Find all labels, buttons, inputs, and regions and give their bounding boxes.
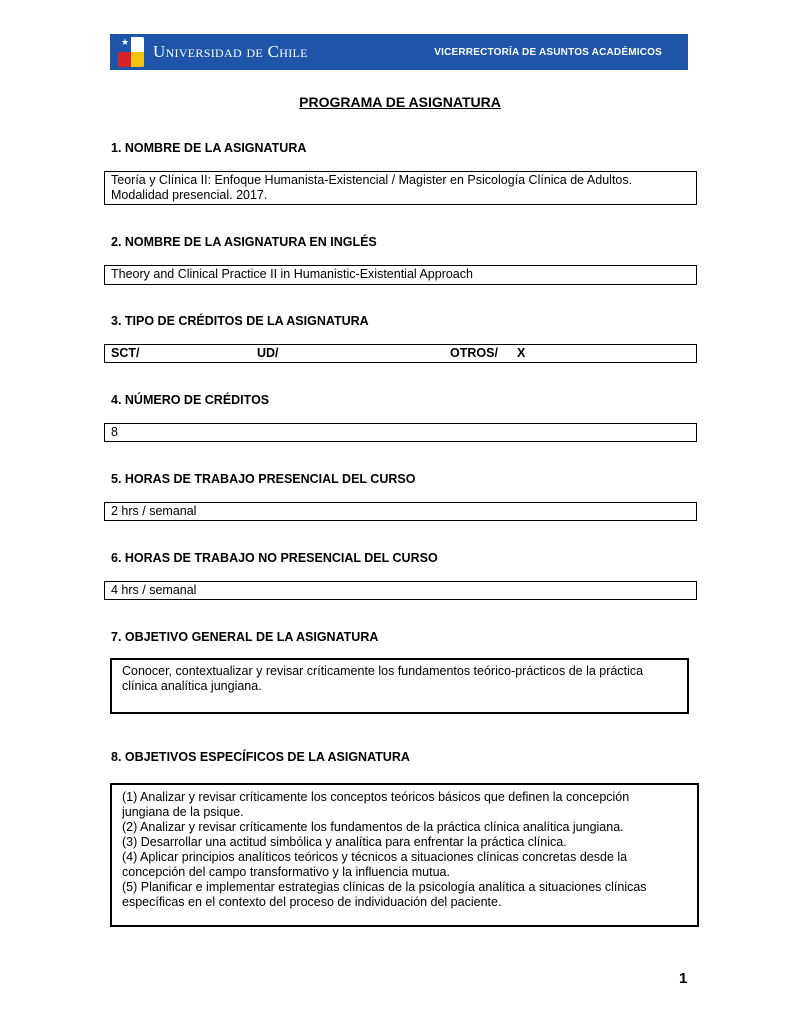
credit-ud-label: UD/ xyxy=(257,346,279,360)
specific-objective-line: (5) Planificar e implementar estrategias clínicas de la psicología analítica a situaciones clínicas xyxy=(122,880,647,894)
specific-objective-line: (2) Analizar y revisar críticamente los fundamentos de la práctica clínica analítica jungiana. xyxy=(122,820,624,834)
section-5-box xyxy=(104,502,697,521)
credit-otros-label: OTROS/ xyxy=(450,346,498,360)
section-8-heading: 8. OBJETIVOS ESPECÍFICOS DE LA ASIGNATURA xyxy=(111,750,410,764)
section-5-heading: 5. HORAS DE TRABAJO PRESENCIAL DEL CURSO xyxy=(111,472,416,486)
section-6-box xyxy=(104,581,697,600)
non-presential-hours: 4 hrs / semanal xyxy=(111,583,197,597)
specific-objective-line: concepción del campo transformativo y la influencia mutua. xyxy=(122,865,450,879)
specific-objective-line: (4) Aplicar principios analíticos teóricos y técnicos a situaciones clínicas concretas desde la xyxy=(122,850,628,864)
general-objective-line-1: Conocer, contextualizar y revisar críticamente los fundamentos teórico-prácticos de la práctica xyxy=(122,664,644,678)
section-1-line-2: Modalidad presencial. 2017. xyxy=(111,188,268,202)
specific-objective-line: (1) Analizar y revisar críticamente los conceptos teóricos básicos que definen la concepción xyxy=(122,790,630,804)
university-brand xyxy=(110,34,308,70)
credit-otros-mark: X xyxy=(517,346,526,360)
credit-sct-label: SCT/ xyxy=(111,346,140,360)
section-2-box xyxy=(104,265,697,285)
section-1-heading: 1. NOMBRE DE LA ASIGNATURA xyxy=(111,141,307,155)
university-name: Universidad de Chile xyxy=(153,42,308,61)
presential-hours: 2 hrs / semanal xyxy=(111,504,197,518)
section-8-box xyxy=(110,783,699,927)
page-number: 1 xyxy=(679,970,688,987)
specific-objective-line: jungiana de la psique. xyxy=(122,805,244,819)
section-4-heading: 4. NÚMERO DE CRÉDITOS xyxy=(111,393,270,407)
credit-count: 8 xyxy=(111,425,118,439)
general-objective-line-2: clínica analítica jungiana. xyxy=(122,679,262,693)
credit-types-row xyxy=(111,345,690,362)
section-3-heading: 3. TIPO DE CRÉDITOS DE LA ASIGNATURA xyxy=(111,314,369,328)
specific-objective-line: específicas en el contexto del proceso de individuación del paciente. xyxy=(122,895,502,909)
university-seal-icon: ★ xyxy=(118,37,144,67)
page-title: PROGRAMA DE ASIGNATURA xyxy=(299,94,501,110)
section-6-heading: 6. HORAS DE TRABAJO NO PRESENCIAL DEL CURSO xyxy=(111,551,438,565)
header-banner xyxy=(110,34,688,70)
section-2-heading: 2. NOMBRE DE LA ASIGNATURA EN INGLÉS xyxy=(111,235,377,249)
section-4-box xyxy=(104,423,697,442)
section-1-line-1: Teoría y Clínica II: Enfoque Humanista-Existencial / Magister en Psicología Clínica de Adultos. xyxy=(111,173,633,187)
section-1-box xyxy=(104,171,697,205)
specific-objective-line: (3) Desarrollar una actitud simbólica y analítica para enfrentar la práctica clínica. xyxy=(122,835,567,849)
english-course-name: Theory and Clinical Practice II in Humanistic-Existential Approach xyxy=(111,267,473,281)
vicerrectoria-label: VICERRECTORÍA DE ASUNTOS ACADÉMICOS xyxy=(434,46,662,58)
section-3-box xyxy=(104,344,697,363)
section-7-box xyxy=(110,658,689,714)
section-7-heading: 7. OBJETIVO GENERAL DE LA ASIGNATURA xyxy=(111,630,379,644)
